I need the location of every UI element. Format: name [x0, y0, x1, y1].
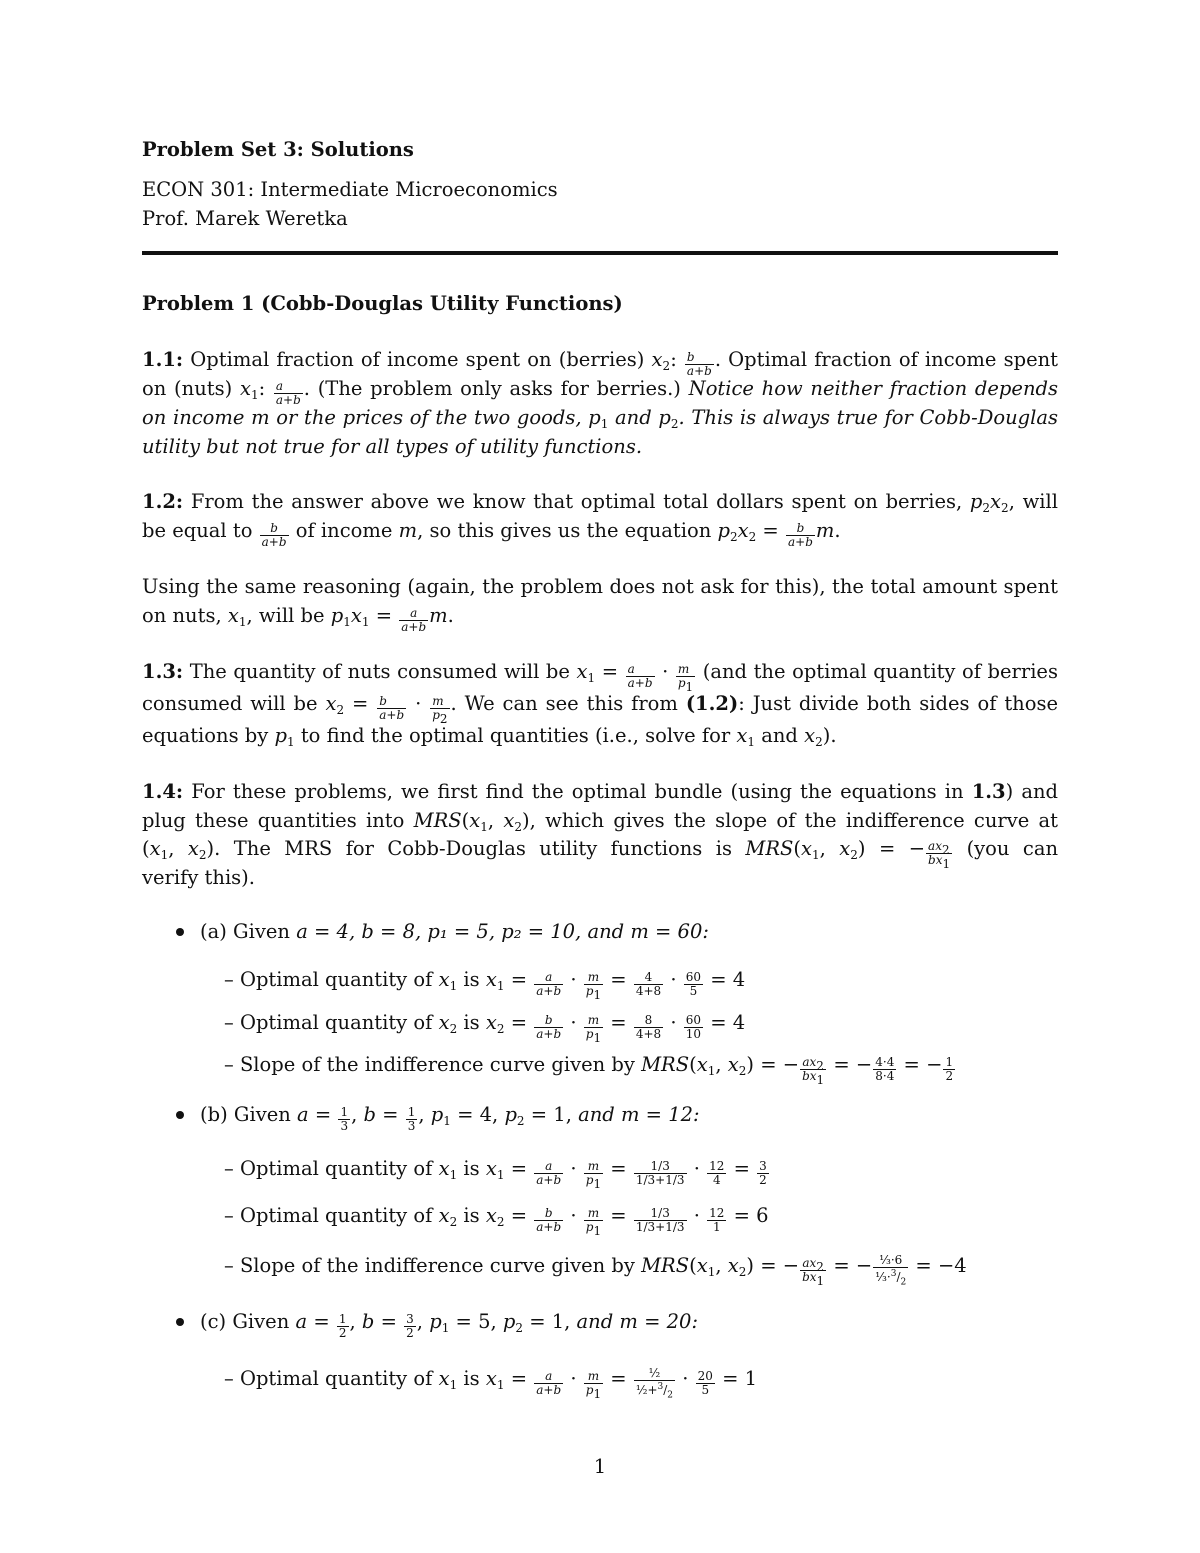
problem-heading: Problem 1 (Cobb-Douglas Utility Functions) [142, 292, 623, 315]
p14-line3: ($x_1$, $x_2$). The MRS for Cobb-Douglas utility functions is $MRS(x_1$, $x_2$) = − $\frac{ax_2}{bx_1}$ (you can [142, 837, 1059, 871]
bullet-b [176, 1111, 184, 1119]
professor-name: Prof. Marek Weretka [142, 207, 348, 230]
p14-line1: 1.4: For these problems, we first find the optimal bundle (using the equations in 1.3) and [142, 780, 1058, 803]
bullet-a [176, 928, 184, 936]
case-a-slope: – Slope of the indifference curve given by $MRS(x_1$, $x_2$) = − $\frac{ax_2}{bx_1}$ = − $\frac{4\cdot 4}{8\cdot 4}$ = − $\frac{1}{2}$ [224, 1053, 954, 1087]
p13-line1: 1.3: The quantity of nuts consumed will be $x_1$ = $\frac{a}{a+b}$ · $\frac{m}{p_1}$ (and the optimal quantity of berries [142, 660, 1058, 694]
p11-line3: on income m or the prices of the two goods, $p_1$ and $p_2$. This is always true for Cobb-Douglas [142, 406, 1058, 431]
p12b-line1: Using the same reasoning (again, the problem does not ask for this), the total amount spent [142, 575, 1058, 598]
case-b-slope: – Slope of the indifference curve given by $MRS(x_1$, $x_2$) = − $\frac{ax_2}{bx_1}$ = − $\frac{\text{⅓·6}}{\frac{1}{3}\cdot^3/_2}$ = −4 [224, 1253, 967, 1288]
p12-line1: 1.2: From the answer above we know that optimal total dollars spent on berries, $p_2x_2$, will [142, 490, 1058, 515]
p12-line2: be equal to $\frac{b}{a+b}$ of income m, so this gives us the equation $p_2x_2$ = $\frac{b}{a+b}$ m. [142, 519, 841, 549]
p11-line2: on (nuts) $x_1$: $\frac{a}{a+b}$ . (The problem only asks for berries.) Notice how neither fraction depends [142, 377, 1058, 407]
p13-line2: consumed will be $x_2$ = $\frac{b}{a+b}$ · $\frac{m}{p_2}$ . We can see this from (1.2): Just divide both sides of those [142, 692, 1059, 726]
p12b-line2: on nuts, $x_1$, will be $p_1x_1$ = $\frac{a}{a+b}$ m. [142, 604, 454, 634]
p14-line2: plug these quantities into $MRS(x_1$, $x_2$), which gives the slope of the indifference curve at [142, 809, 1059, 834]
bullet-c [176, 1318, 184, 1326]
p11-line4: utility but not true for all types of utility functions. [142, 435, 643, 458]
case-c-x1: – Optimal quantity of $x_1$ is $x_1$ = $\frac{a}{a+b}$ · $\frac{m}{p_1}$ = $\frac{\text{½}}{\frac{1}{2}+^3/_2}$ · $\frac{20}{5}$ = 1 [224, 1366, 758, 1401]
case-a-heading: (a) Given a = 4, b = 8, p₁ = 5, p₂ = 10, and m = 60: [200, 920, 709, 943]
p14-line4: verify this). [142, 866, 255, 889]
page-number: 1 [593, 1455, 607, 1478]
header-rule [142, 251, 1058, 255]
case-c-heading: (c) Given a = $\frac{1}{2}$ , b = $\frac{3}{2}$ , $p_1 = 5$, $p_2 = 1$, and m = 20: [200, 1310, 699, 1340]
case-b-x2: – Optimal quantity of $x_2$ is $x_2$ = $\frac{b}{a+b}$ · $\frac{m}{p_1}$ = $\frac{1/3}{1/3+1/3}$ · $\frac{12}{1}$ = 6 [224, 1204, 769, 1238]
case-b-x1: – Optimal quantity of $x_1$ is $x_1$ = $\frac{a}{a+b}$ · $\frac{m}{p_1}$ = $\frac{1/3}{1/3+1/3}$ · $\frac{12}{4}$ = $\frac{3}{2}$ [224, 1157, 767, 1191]
p11-line1: 1.1: Optimal fraction of income spent on (berries) $x_2$: $\frac{b}{a+b}$ . Optimal fraction of income spent [142, 348, 1058, 378]
document-title: Problem Set 3: Solutions [142, 138, 414, 161]
case-b-heading: (b) Given a = $\frac{1}{3}$ , b = $\frac{1}{3}$ , $p_1 = 4$, $p_2 = 1$, and m = 12: [200, 1103, 700, 1133]
p13-line3: equations by $p_1$ to find the optimal quantities (i.e., solve for $x_1$ and $x_2$). [142, 724, 837, 749]
case-a-x2: – Optimal quantity of $x_2$ is $x_2$ = $\frac{b}{a+b}$ · $\frac{m}{p_1}$ = $\frac{8}{4+8}$ · $\frac{60}{10}$ = 4 [224, 1011, 746, 1045]
case-a-x1: – Optimal quantity of $x_1$ is $x_1$ = $\frac{a}{a+b}$ · $\frac{m}{p_1}$ = $\frac{4}{4+8}$ · $\frac{60}{5}$ = 4 [224, 968, 746, 1002]
course-name: ECON 301: Intermediate Microeconomics [142, 178, 558, 201]
